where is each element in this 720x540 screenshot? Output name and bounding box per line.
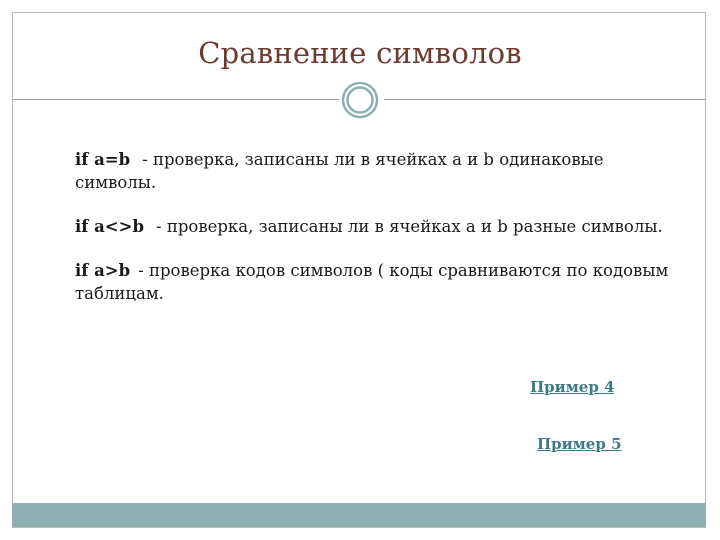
paragraph-equal-text: - проверка, записаны ли в ячейках a и b одинаковые символы. (75, 150, 604, 192)
code-equal: if a=b (75, 150, 131, 169)
paragraph-not-equal (75, 215, 675, 238)
title-divider-right (384, 99, 705, 100)
paragraph-not-equal-text: - проверка, записаны ли в ячейках a и b разные символы. (156, 217, 663, 236)
paragraph-greater-text: - проверка кодов символов ( коды сравниваются по кодовым таблицам. (75, 261, 669, 303)
slide-body (75, 148, 675, 326)
code-greater: if a>b (75, 261, 131, 280)
title-divider-left (13, 99, 339, 100)
example-5-link[interactable]: Пример 5 (537, 435, 622, 453)
example-4-link[interactable]: Пример 4 (530, 378, 615, 396)
code-not-equal: if a<>b (75, 217, 144, 236)
circle-ornament-icon (340, 80, 380, 120)
paragraph-equal (75, 148, 675, 194)
footer-bar (12, 503, 706, 527)
paragraph-greater (75, 259, 675, 305)
slide-title: Сравнение символов (198, 36, 522, 70)
